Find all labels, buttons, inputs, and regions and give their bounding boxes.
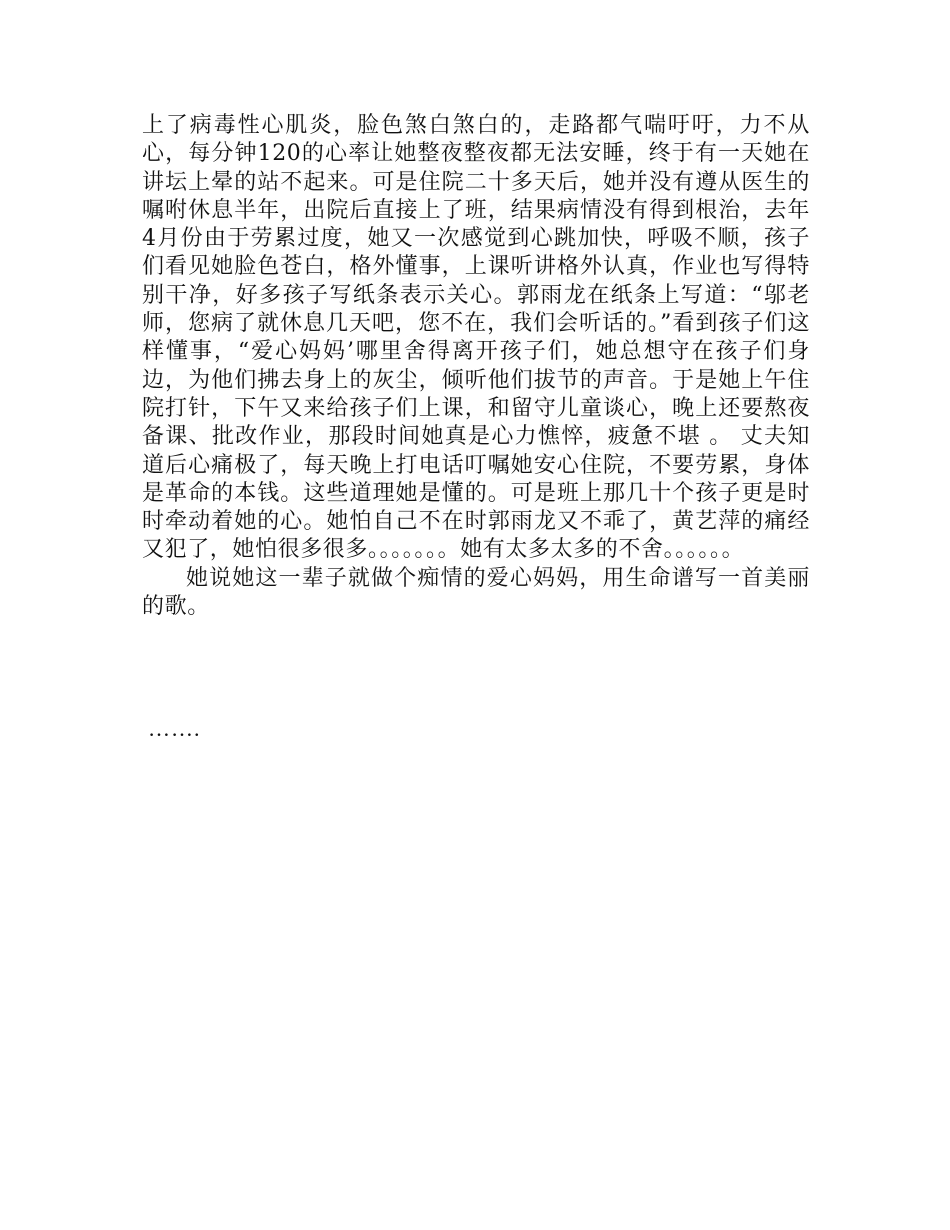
paragraph-story-continuation: 上了病毒性心肌炎，脸色煞白煞白的，走路都气喘吁吁，力不从心，每分钟120的心率让她整夜整夜都无法安睡，终于有一天她在讲坛上晕的站不起来。可是住院二十多天后，她并没有遵从医生的嘱咐休息半年，出院后直接上了班，结果病情没有得到根治，去年4月份由于劳累过度，她又一次感觉到心跳加快，呼吸不顺，孩子们看见她脸色苍白，格外懂事，上课听讲格外认真，作业也写得特别干净，好多孩子写纸条表示关心。郭雨龙在纸条上写道：“邬老师，您病了就休息几天吧，您不在，我们会听话的。”看到孩子们这样懂事，“爱心妈妈’哪里舍得离开孩子们，她总想守在孩子们身边，为他们拂去身上的灰尘，倾听他们拔节的声音。于是她上午住院打针，下午又来给孩子们上课，和留守儿童谈心，晚上还要熬夜备课、批改作业，那段时间她真是心力憔悴，疲惫不堪 。 丈夫知道后心痛极了，每天晚上打电话叮嘱她安心住院，不要劳累，身体是革命的本钱。这些道理她是懂的。可是班上那几十个孩子更是时时牵动着她的心。她怕自己不在时郭雨龙又不乖了，黄艺萍的痛经又犯了，她怕很多很多。。。。。。。她有太多太多的不舍。。。。。。 bbox=[142, 113, 810, 563]
paragraph-closing-remark: 她说她这一辈子就做个痴情的爱心妈妈，用生命谱写一首美丽的歌。 bbox=[142, 565, 810, 620]
document-body bbox=[142, 112, 810, 621]
trailing-ellipsis: ……. bbox=[148, 716, 201, 741]
